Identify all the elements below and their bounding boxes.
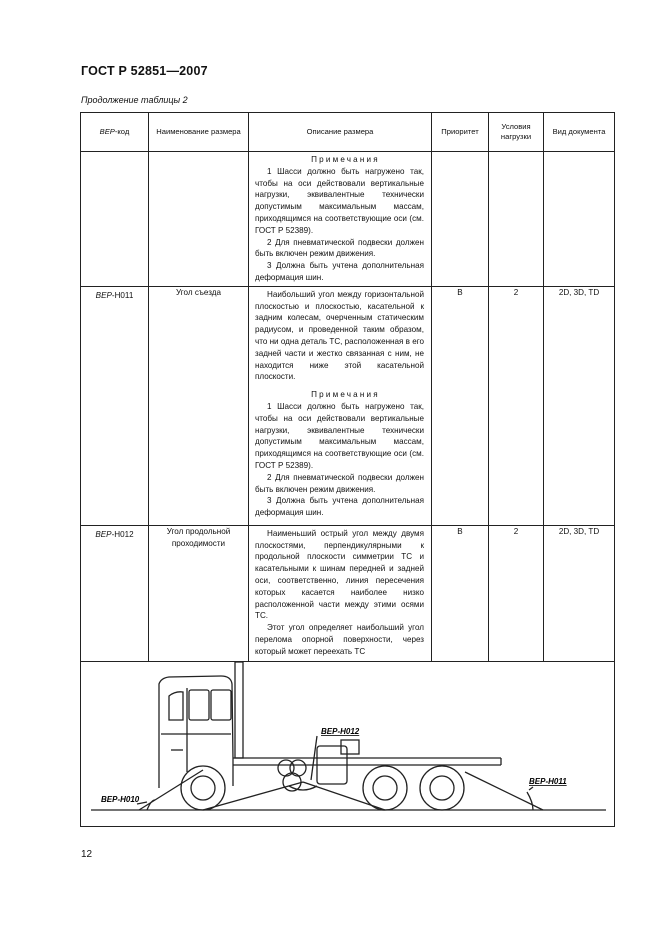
cell-priority: В: [432, 286, 489, 525]
cell-description: [249, 286, 432, 525]
table-row-figure: [81, 661, 615, 826]
note-3: 3 Должна быть учтена дополнительная деформация шин.: [255, 261, 424, 282]
description-text: Наибольший угол между горизонтальной плоскостью и плоскостью, касательной к задним колесам, очерченным статическим радиусом, и проведенной таким образом, что ни одна деталь ТС, расположенная в его задней части и жестко связанная с ним, не находится ниже этой касательной плоскости.: [255, 289, 424, 382]
label-h010: ВЕР-Н010: [101, 794, 140, 804]
table-continuation-caption: Продолжение таблицы 2: [81, 95, 188, 105]
col-header-priority: Приоритет: [432, 113, 489, 152]
exhaust-stack: [235, 662, 243, 758]
description-text: Наименьший острый угол между двумя плоскостями, перпендикулярными к продольной плоскости симметрии ТС и касательными к шинам передней и задней оси, соответственно, линия пересечения которых касается наиболее низко расположенной части между этими осями ТС.: [255, 528, 424, 621]
label-h012: ВЕР-Н012: [321, 726, 360, 736]
cell-description: [249, 525, 432, 661]
spare-wheel-3: [283, 773, 301, 791]
description-text-2: Этот угол определяет наибольший угол перелома опорной поверхности, через который может переехать ТС: [255, 623, 424, 656]
cell-load: [489, 152, 544, 287]
cell-code: [81, 152, 149, 287]
cell-doc: 2D, 3D, TD: [544, 525, 615, 661]
cell-doc: 2D, 3D, TD: [544, 286, 615, 525]
cell-code: ВЕР-Н012: [81, 525, 149, 661]
col-header-doc: Вид документа: [544, 113, 615, 152]
note-3: 3 Должна быть учтена дополнительная деформация шин.: [255, 496, 424, 518]
cell-name: [149, 152, 249, 287]
note-2: 2 Для пневматической подвески должен быть включен режим движения.: [255, 472, 424, 494]
cab-door-window-2: [211, 690, 231, 720]
col-header-description: Описание размера: [249, 113, 432, 152]
document-title: ГОСТ Р 52851—2007: [81, 64, 208, 78]
approach-tangent: [139, 770, 203, 810]
rear-wheel-2: [420, 766, 464, 810]
cell-load: 2: [489, 286, 544, 525]
cell-load: 2: [489, 525, 544, 661]
table-header-row: [81, 113, 615, 152]
note-1: 1 Шасси должно быть нагружено так, чтобы на оси действовали вертикальные нагрузки, эквивалентные технически допустимым максимальным массам, приходящимся на соответствующие оси (см. ГОСТ Р 52389).: [255, 166, 424, 235]
page-number: 12: [81, 849, 93, 860]
col-header-name: Наименование размера: [149, 113, 249, 152]
front-wheel: [181, 766, 225, 810]
cell-priority: [432, 152, 489, 287]
dimensions-table: [80, 112, 615, 827]
cell-code: ВЕР-Н011: [81, 286, 149, 525]
ramp-tangent-front: [203, 782, 303, 810]
cell-name: Угол продольной проходимости: [149, 525, 249, 661]
cell-description: [249, 152, 432, 287]
note-2: 2 Для пневматической подвески должен быть включен режим движения.: [255, 237, 424, 259]
angle-arc-h012: [289, 786, 317, 790]
truck-angles-figure: [81, 662, 613, 825]
angle-arc-h011: [527, 792, 533, 810]
table-row-notes-continuation: [81, 152, 615, 287]
cell-priority: В: [432, 525, 489, 661]
notes-title: Примечания: [311, 155, 380, 164]
cell-doc: [544, 152, 615, 287]
col-header-code: ВЕР-код: [81, 113, 149, 152]
cab-door-window-1: [189, 690, 209, 720]
cell-name: Угол съезда: [149, 286, 249, 525]
table-row-h011: [81, 286, 615, 525]
rear-wheel-1: [363, 766, 407, 810]
label-h011: ВЕР-Н011: [529, 776, 567, 786]
table-row-h012: [81, 525, 615, 661]
notes-title: Примечания: [311, 390, 380, 400]
cab-outline: [159, 676, 233, 788]
note-1: 1 Шасси должно быть нагружено так, чтобы на оси действовали вертикальные нагрузки, эквивалентные технически допустимым максимальным массам, приходящимся на соответствующие оси (см. ГОСТ Р 52389).: [255, 401, 424, 470]
cab-side-window: [169, 692, 183, 720]
figure-cell: [81, 661, 615, 826]
col-header-load: Условия нагрузки: [489, 113, 544, 152]
